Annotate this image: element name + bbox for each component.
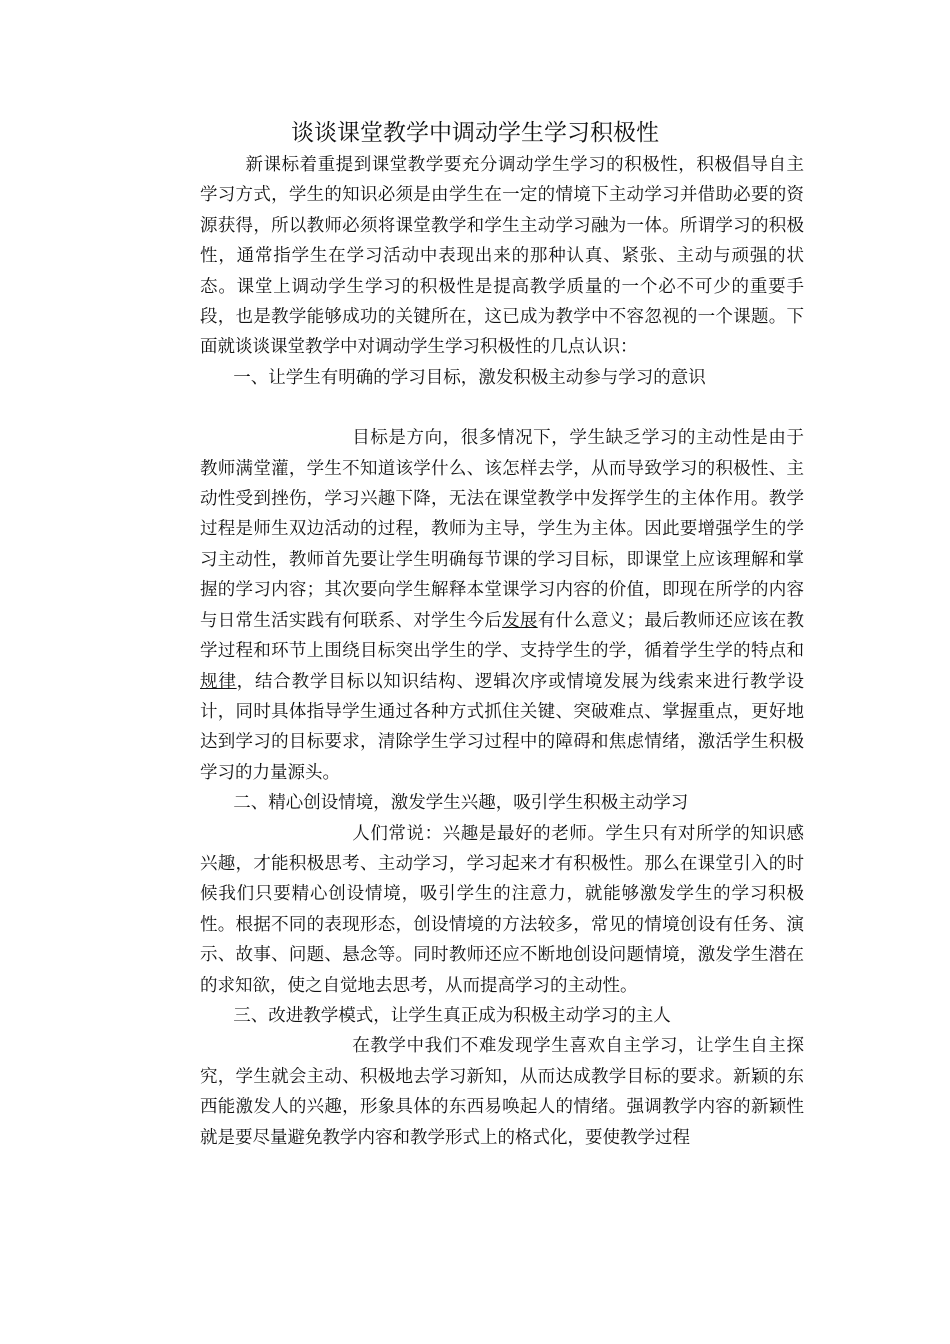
section-3-paragraph: 在教学中我们不难发现学生喜欢自主学习，让学生自主探究，学生就会主动、积极地去学习新知，从而达成教学目标的要求。新颖的东西能激发人的兴趣，形象具体的东西易唤起人的情绪。强调教学内容的新颖性就是要尽量避免教学内容和教学形式上的格式化，要使教学过程 bbox=[200, 1036, 804, 1148]
section-2-heading: 二、精心创设情境，激发学生兴趣，吸引学生积极主动学习 bbox=[233, 793, 689, 814]
section-2-paragraph: 人们常说：兴趣是最好的老师。学生只有对所学的知识感兴趣，才能积极思考、主动学习，学习起来才有积极性。那么在课堂引入的时候我们只要精心创设情境，吸引学生的注意力，就能够激发学生的学习积极性。根据不同的表现形态，创设情境的方法较多，常见的情境创设有任务、演示、故事、问题、悬念等。同时教师还应不断地创设问题情境，激发学生潜在的求知欲，使之自觉地去思考，从而提高学习的主动性。 bbox=[200, 823, 804, 996]
section-1-heading: 一、让学生有明确的学习目标，激发积极主动参与学习的意识 bbox=[233, 367, 706, 388]
section-1-text-b: 有什么意义；最后教师还应该在教学过程和环节上围绕目标突出学生的学、支持学生的学，循着学生学的特点和 bbox=[200, 610, 805, 662]
section-1-text-a: 目标是方向，很多情况下，学生缺乏学习的主动性是由于教师满堂灌，学生不知道该学什么、该怎样去学，从而导致学习的积极性、主动性受到挫伤，学习兴趣下降，无法在课堂教学中发挥学生的主体作用。教学过程是师生双边活动的过程，教师为主导，学生为主体。因此要增强学生的学习主动性，教师首先要让学生明确每节课的学习目标，即课堂上应该理解和掌握的学习内容；其次要向学生解释本堂课学习内容的价值，即现在所学的内容与日常生活实践有何联系、对学生今后 bbox=[200, 428, 804, 631]
link-rule[interactable]: 规律 bbox=[200, 671, 237, 692]
section-1-text-c: ，结合教学目标以知识结构、逻辑次序或情境发展为线索来进行教学设计，同时具体指导学生通过各种方式抓住关键、突破难点、掌握重点，更好地达到学习的目标要求，清除学生学习过程中的障碍和焦虑情绪，激活学生积极学习的力量源头。 bbox=[200, 671, 804, 783]
intro-paragraph: 新课标着重提到课堂教学要充分调动学生学习的积极性，积极倡导自主学习方式，学生的知识必须是由学生在一定的情境下主动学习并借助必要的资源获得，所以教师必须将课堂教学和学生主动学习融为一体。所谓学习的积极性，通常指学生在学习活动中表现出来的那种认真、紧张、主动与顽强的状态。课堂上调动学生学习的积极性是提高教学质量的一个必不可少的重要手段，也是教学能够成功的关键所在，这已成为教学中不容忽视的一个课题。下面就谈谈课堂教学中对调动学生学习积极性的几点认识： bbox=[200, 155, 804, 358]
document-title: 谈谈课堂教学中调动学生学习积极性 bbox=[291, 120, 659, 146]
section-1-paragraph bbox=[200, 423, 804, 788]
document-body bbox=[200, 150, 804, 1153]
link-development[interactable]: 发展 bbox=[502, 610, 538, 631]
blank-line bbox=[200, 393, 804, 423]
section-3-heading: 三、改进教学模式，让学生真正成为积极主动学习的主人 bbox=[233, 1005, 671, 1026]
